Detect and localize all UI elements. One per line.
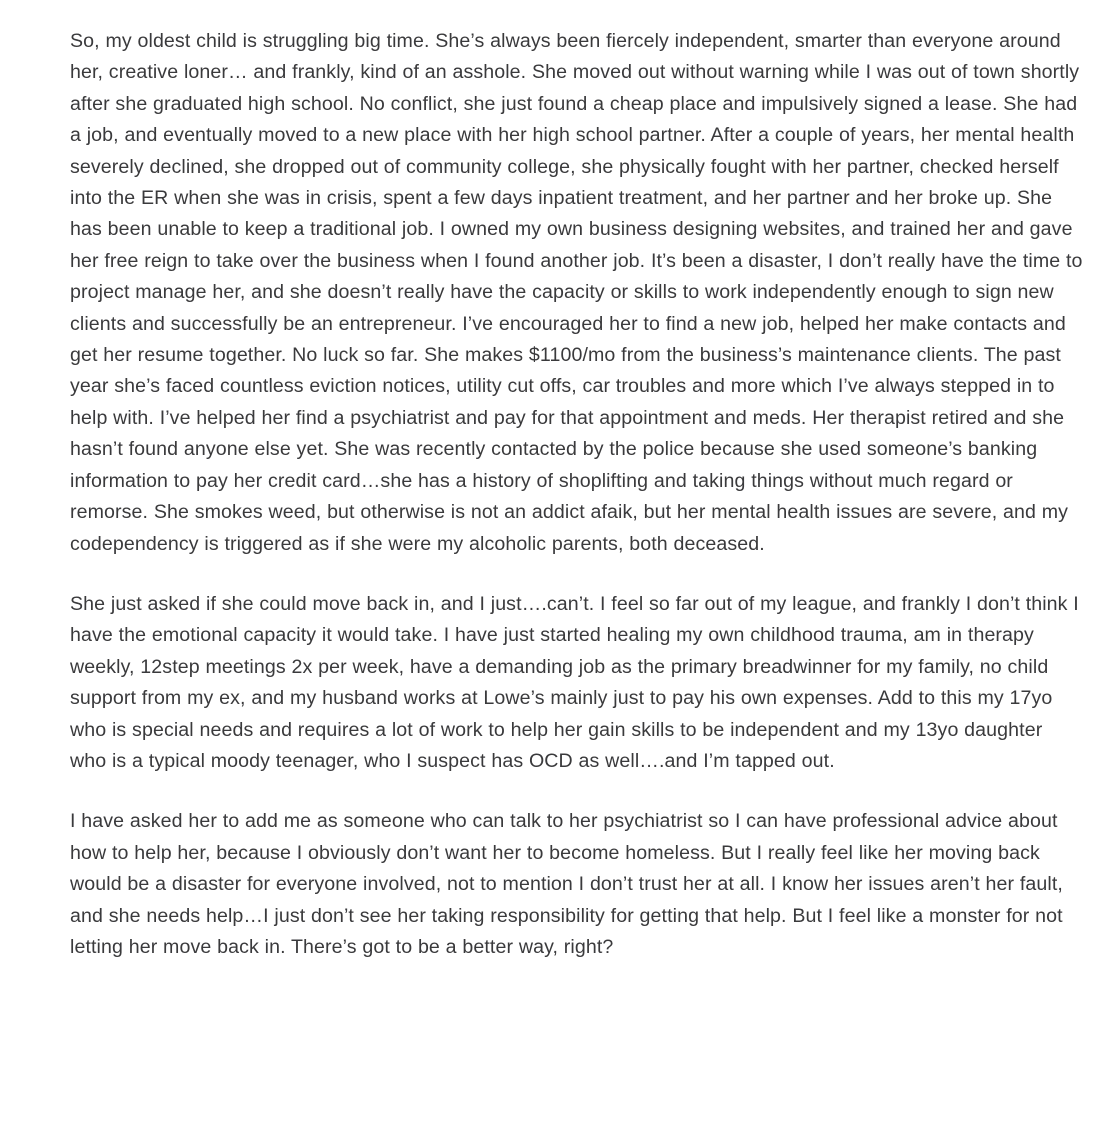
post-paragraph-2: She just asked if she could move back in, and I just….can’t. I feel so far out of my league, and frankly I don’t think I have the emotional capacity it would take. I have just started healing my own childhood trauma, am in therapy weekly, 12step meetings 2x per week, have a demanding job as the primary breadwinner for my family, no child support from my ex, and my husband works at Lowe’s mainly just to pay his own expenses. Add to this my 17yo who is special needs and requires a lot of work to help her gain skills to be independent and my 13yo daughter who is a typical moody teenager, who I suspect has OCD as well….and I’m tapped out. xyxy=(70,592,1079,772)
post-paragraph-1: So, my oldest child is struggling big time. She’s always been fiercely independent, smarter than everyone around her, creative loner… and frankly, kind of an asshole. She moved out without warning while I was out of town shortly after she graduated high school. No conflict, she just found a cheap place and impulsively signed a lease. She had a job, and eventually moved to a new place with her high school partner. After a couple of years, her mental health severely declined, she dropped out of community college, she physically fought with her partner, checked herself into the ER when she was in crisis, spent a few days inpatient treatment, and her partner and her broke up. She has been unable to keep a traditional job. I owned my own business designing websites, and trained her and gave her free reign to take over the business when I found another job. It’s been a disaster, I don’t really have the time to project manage her, and she doesn’t really have the capacity or skills to work independently enough to sign new clients and successfully be an entrepreneur. I’ve encouraged her to find a new job, helped her make contacts and get her resume together. No luck so far. She makes $1100/mo from the business’s maintenance clients. The past year she’s faced countless eviction notices, utility cut offs, car troubles and more which I’ve always stepped in to help with. I’ve helped her find a psychiatrist and pay for that appointment and meds. Her therapist retired and she hasn’t found anyone else yet. She was recently contacted by the police because she used someone’s banking information to pay her credit card…she has a history of shoplifting and taking things without much regard or remorse. She smokes weed, but otherwise is not an addict afaik, but her mental health issues are severe, and my codependency is triggered as if she were my alcoholic parents, both deceased. xyxy=(70,30,1083,555)
post-paragraph-3: I have asked her to add me as someone who can talk to her psychiatrist so I can have professional advice about how to help her, because I obviously don’t want her to become homeless. But I really feel like her moving back would be a disaster for everyone involved, not to mention I don’t trust her at all. I know her issues aren’t her fault, and she needs help…I just don’t see her taking responsibility for getting that help. But I feel like a monster for not letting her move back in. There’s got to be a better way, right? xyxy=(70,810,1063,958)
